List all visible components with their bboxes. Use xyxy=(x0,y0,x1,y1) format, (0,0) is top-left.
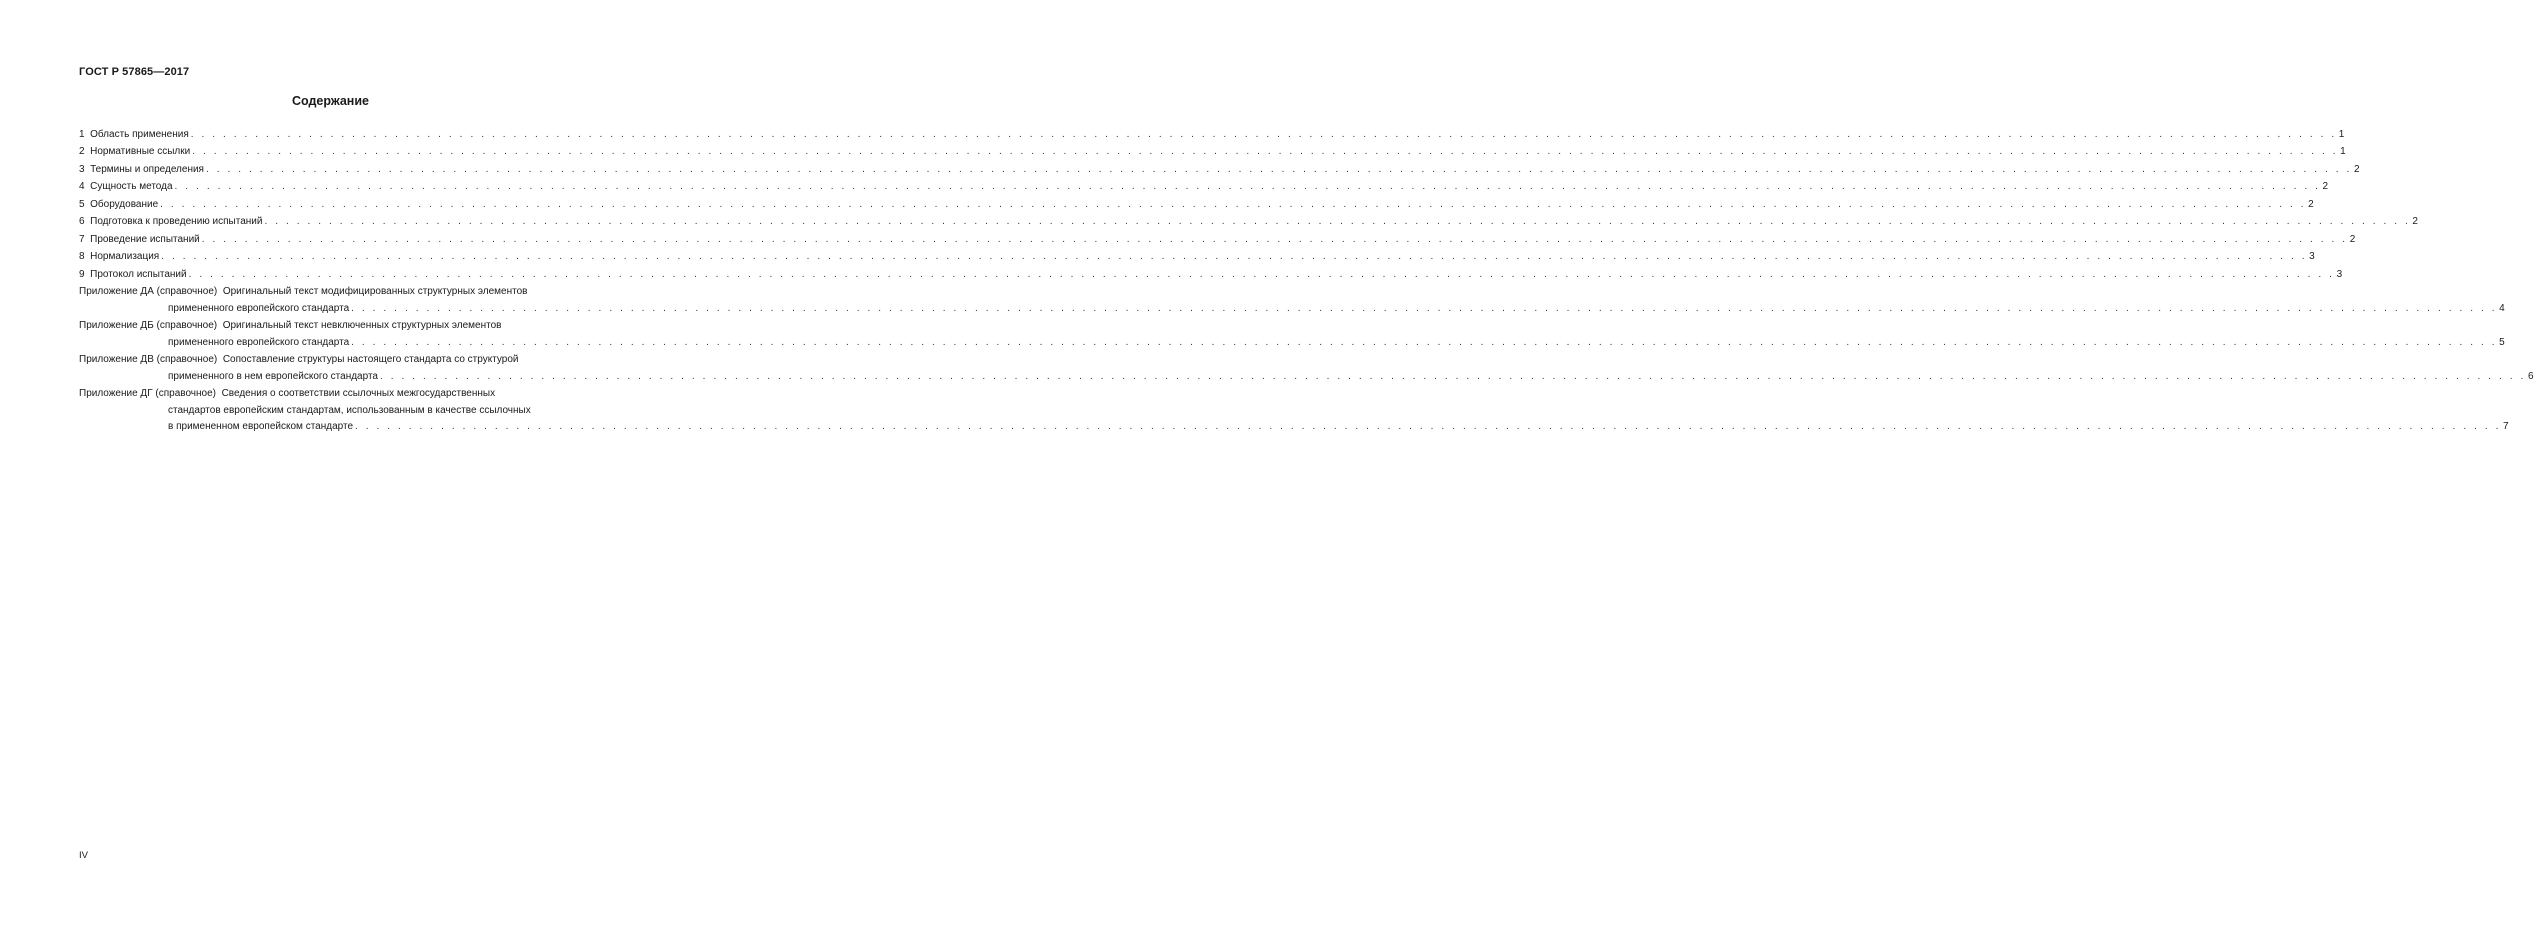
dot-leader: . . . . . . . . . . . . . . . . . . . . . . . . . . . . . . . . . . . . . . . . . . . . . . . . . . . . . . . . . . . . . . . . . . . . . . . . . . . . . . . . . . . . . . . . . . . . . . . . . . . . . . . . . . . . . . . . . . . . . . . . . . . . . . . . . . . . . . . . . . . . . . . . . . . . . . . . . . . . . . . . . . . . . . . . . . . . . . . . . . . . . . . . . . . . . . . . . . . . . . . . xyxy=(160,198,2307,210)
toc-entry-page: 2 xyxy=(2412,216,2418,227)
toc-entry-number: 1 xyxy=(79,128,85,140)
appendix-title-line: примененного европейского стандарта xyxy=(168,302,350,314)
toc-entry-4[interactable] xyxy=(79,175,2329,193)
dot-leader: . . . . . . . . . . . . . . . . . . . . . . . . . . . . . . . . . . . . . . . . . . . . . . . . . . . . . . . . . . . . . . . . . . . . . . . . . . . . . . . . . . . . . . . . . . . . . . . . . . . . . . . . . . . . . . . . . . . . . . . . . . . . . . . . . . . . . . . . . . . . . . . . . . . . . . . . . . . . . . . . . . . . . . . . . . . . . . . . . . . . . . . . . . . . . . . . . . . . . . . . xyxy=(379,370,2526,382)
toc-entry-title: Протокол испытаний xyxy=(90,268,187,280)
dot-leader: . . . . . . . . . . . . . . . . . . . . . . . . . . . . . . . . . . . . . . . . . . . . . . . . . . . . . . . . . . . . . . . . . . . . . . . . . . . . . . . . . . . . . . . . . . . . . . . . . . . . . . . . . . . . . . . . . . . . . . . . . . . . . . . . . . . . . . . . . . . . . . . . . . . . . . . . . . . . . . . . . . . . . . . . . . . . . . . . . . . . . . . . . . . . . . . . . . . . . . . . xyxy=(205,163,2352,175)
toc-entry-page: 2 xyxy=(2349,233,2356,245)
dot-leader: . . . . . . . . . . . . . . . . . . . . . . . . . . . . . . . . . . . . . . . . . . . . . . . . . . . . . . . . . . . . . . . . . . . . . . . . . . . . . . . . . . . . . . . . . . . . . . . . . . . . . . . . . . . . . . . . . . . . . . . . . . . . . . . . . . . . . . . . . . . . . . . . . . . . . . . . . . . . . . . . . . . . . . . . . . . . . . . . . . . . . . . . . . . . . . . . . . . . . . . . xyxy=(192,146,2339,157)
toc-entry-number: 8 xyxy=(79,251,85,262)
dot-leader: . . . . . . . . . . . . . . . . . . . . . . . . . . . . . . . . . . . . . . . . . . . . . . . . . . . . . . . . . . . . . . . . . . . . . . . . . . . . . . . . . . . . . . . . . . . . . . . . . . . . . . . . . . . . . . . . . . . . . . . . . . . . . . . . . . . . . . . . . . . . . . . . . . . . . . . . . . . . . . . . . . . . . . . . . . . . . . . . . . . . . . . . . . . . . . . . . . . . . . . . xyxy=(351,336,2498,348)
page-number: IV xyxy=(79,850,88,861)
toc-entry-page: 3 xyxy=(2336,268,2343,280)
appendix-title-line: Оригинальный текст невключенных структурных элементов xyxy=(222,320,502,331)
toc-entry-1[interactable] xyxy=(79,122,2345,140)
appendix-title-line: Сопоставление структуры настоящего стандарта со структурой xyxy=(222,354,519,365)
toc-entry-7[interactable] xyxy=(79,227,2356,245)
dot-leader: . . . . . . . . . . . . . . . . . . . . . . . . . . . . . . . . . . . . . . . . . . . . . . . . . . . . . . . . . . . . . . . . . . . . . . . . . . . . . . . . . . . . . . . . . . . . . . . . . . . . . . . . . . . . . . . . . . . . . . . . . . . . . . . . . . . . . . . . . . . . . . . . . . . . . . . . . . . . . . . . . . . . . . . . . . . . . . . . . . . . . . . . . . . . . . . . . . . . . . . . xyxy=(355,421,2501,432)
toc-entry-2[interactable] xyxy=(79,140,2346,158)
toc-entry-page: 6 xyxy=(2527,370,2534,382)
appendix-label: Приложение ДВ (справочное) xyxy=(79,354,218,365)
toc-entry-page: 5 xyxy=(2499,336,2505,348)
toc-entry-8[interactable] xyxy=(79,245,2315,263)
table-of-contents xyxy=(79,122,2534,432)
toc-entry-number: 2 xyxy=(79,146,85,157)
dot-leader: . . . . . . . . . . . . . . . . . . . . . . . . . . . . . . . . . . . . . . . . . . . . . . . . . . . . . . . . . . . . . . . . . . . . . . . . . . . . . . . . . . . . . . . . . . . . . . . . . . . . . . . . . . . . . . . . . . . . . . . . . . . . . . . . . . . . . . . . . . . . . . . . . . . . . . . . . . . . . . . . . . . . . . . . . . . . . . . . . . . . . . . . . . . . . . . . . . . . . . . . xyxy=(188,268,2335,280)
toc-entry-page: 2 xyxy=(2353,163,2360,175)
toc-entry-page: 7 xyxy=(2502,421,2509,432)
toc-appendix-entry[interactable] xyxy=(79,349,2534,382)
dot-leader: . . . . . . . . . . . . . . . . . . . . . . . . . . . . . . . . . . . . . . . . . . . . . . . . . . . . . . . . . . . . . . . . . . . . . . . . . . . . . . . . . . . . . . . . . . . . . . . . . . . . . . . . . . . . . . . . . . . . . . . . . . . . . . . . . . . . . . . . . . . . . . . . . . . . . . . . . . . . . . . . . . . . . . . . . . . . . . . . . . . . . . . . . . . . . . . . . . . . . . . . xyxy=(201,233,2348,245)
appendix-label: Приложение ДБ (справочное) xyxy=(79,320,218,331)
dot-leader: . . . . . . . . . . . . . . . . . . . . . . . . . . . . . . . . . . . . . . . . . . . . . . . . . . . . . . . . . . . . . . . . . . . . . . . . . . . . . . . . . . . . . . . . . . . . . . . . . . . . . . . . . . . . . . . . . . . . . . . . . . . . . . . . . . . . . . . . . . . . . . . . . . . . . . . . . . . . . . . . . . . . . . . . . . . . . . . . . . . . . . . . . . . . . . . . . . . . . . . . xyxy=(174,181,2321,192)
appendix-title-line: стандартов европейским стандартам, использованным в качестве ссылочных xyxy=(168,404,531,416)
toc-entry-3[interactable] xyxy=(79,157,2360,175)
appendix-title-line: Сведения о соответствии ссылочных межгосударственных xyxy=(221,388,496,399)
toc-entry-number: 3 xyxy=(79,163,85,175)
toc-entry-page: 1 xyxy=(2338,128,2345,140)
appendix-label: Приложение ДГ (справочное) xyxy=(79,388,216,399)
toc-entry-title: Проведение испытаний xyxy=(90,233,200,245)
toc-appendix-entry[interactable] xyxy=(79,315,2505,348)
appendix-title-line: в примененном европейском стандарте xyxy=(168,421,354,432)
toc-entry-6[interactable] xyxy=(79,210,2418,228)
document-code: ГОСТ Р 57865—2017 xyxy=(79,66,190,78)
toc-entry-number: 7 xyxy=(79,233,85,245)
toc-entry-title: Термины и определения xyxy=(90,163,204,175)
toc-entry-5[interactable] xyxy=(79,192,2314,210)
toc-entry-title: Оборудование xyxy=(90,198,159,210)
toc-entry-number: 5 xyxy=(79,198,85,210)
dot-leader: . . . . . . . . . . . . . . . . . . . . . . . . . . . . . . . . . . . . . . . . . . . . . . . . . . . . . . . . . . . . . . . . . . . . . . . . . . . . . . . . . . . . . . . . . . . . . . . . . . . . . . . . . . . . . . . . . . . . . . . . . . . . . . . . . . . . . . . . . . . . . . . . . . . . . . . . . . . . . . . . . . . . . . . . . . . . . . . . . . . . . . . . . . . . . . . . . . . . . . . . xyxy=(351,302,2498,314)
dot-leader: . . . . . . . . . . . . . . . . . . . . . . . . . . . . . . . . . . . . . . . . . . . . . . . . . . . . . . . . . . . . . . . . . . . . . . . . . . . . . . . . . . . . . . . . . . . . . . . . . . . . . . . . . . . . . . . . . . . . . . . . . . . . . . . . . . . . . . . . . . . . . . . . . . . . . . . . . . . . . . . . . . . . . . . . . . . . . . . . . . . . . . . . . . . . . . . . . . . . . . . . xyxy=(264,216,2411,227)
toc-appendix-entry[interactable] xyxy=(79,281,2505,314)
toc-entry-title: Подготовка к проведению испытаний xyxy=(90,216,263,227)
toc-entry-page: 3 xyxy=(2309,251,2315,262)
toc-entry-number: 9 xyxy=(79,268,85,280)
toc-title: Содержание xyxy=(291,94,369,108)
dot-leader: . . . . . . . . . . . . . . . . . . . . . . . . . . . . . . . . . . . . . . . . . . . . . . . . . . . . . . . . . . . . . . . . . . . . . . . . . . . . . . . . . . . . . . . . . . . . . . . . . . . . . . . . . . . . . . . . . . . . . . . . . . . . . . . . . . . . . . . . . . . . . . . . . . . . . . . . . . . . . . . . . . . . . . . . . . . . . . . . . . . . . . . . . . . . . . . . . . . . . . . . xyxy=(161,251,2308,262)
toc-entry-title: Нормализация xyxy=(90,251,160,262)
toc-entry-number: 4 xyxy=(79,181,85,192)
appendix-label: Приложение ДА (справочное) xyxy=(79,286,218,297)
appendix-title-line: примененного европейского стандарта xyxy=(168,336,350,348)
toc-entry-page: 4 xyxy=(2499,302,2505,314)
appendix-title-line: примененного в нем европейского стандарта xyxy=(168,370,378,382)
dot-leader: . . . . . . . . . . . . . . . . . . . . . . . . . . . . . . . . . . . . . . . . . . . . . . . . . . . . . . . . . . . . . . . . . . . . . . . . . . . . . . . . . . . . . . . . . . . . . . . . . . . . . . . . . . . . . . . . . . . . . . . . . . . . . . . . . . . . . . . . . . . . . . . . . . . . . . . . . . . . . . . . . . . . . . . . . . . . . . . . . . . . . . . . . . . . . . . . . . . . . . . . xyxy=(190,128,2337,140)
toc-entry-9[interactable] xyxy=(79,262,2343,280)
toc-entry-number: 6 xyxy=(79,216,85,227)
appendix-title-line: Оригинальный текст модифицированных структурных элементов xyxy=(222,286,528,297)
toc-entry-page: 2 xyxy=(2322,181,2329,192)
toc-entry-page: 1 xyxy=(2340,146,2346,157)
toc-entry-page: 2 xyxy=(2308,198,2314,210)
toc-entry-title: Сущность метода xyxy=(90,181,173,192)
toc-entry-title: Нормативные ссылки xyxy=(90,146,191,157)
toc-appendix-entry[interactable] xyxy=(79,383,2509,433)
toc-entry-title: Область применения xyxy=(90,128,189,140)
